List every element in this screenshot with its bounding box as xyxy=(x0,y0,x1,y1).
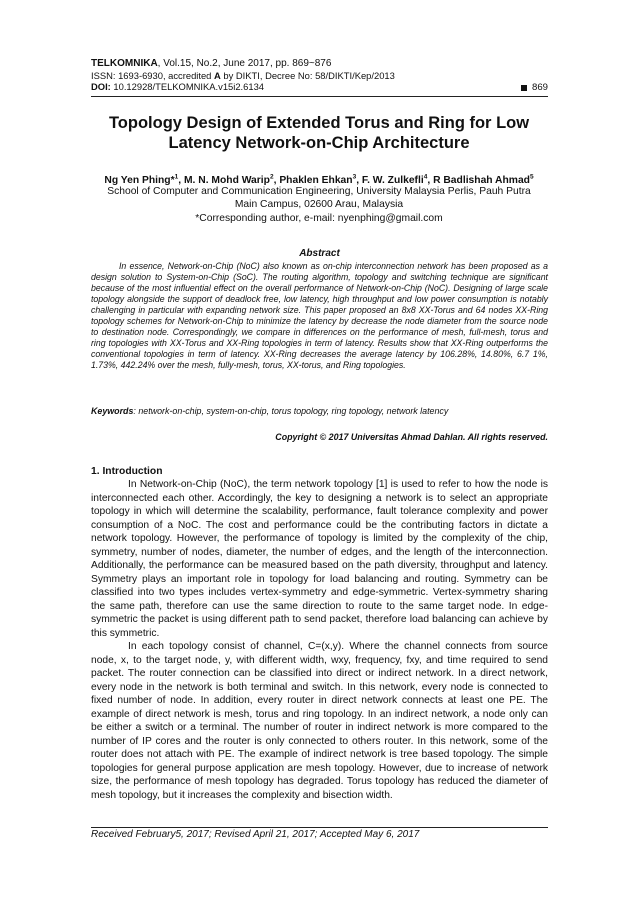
page-number xyxy=(521,82,548,93)
author-name: F. W. Zulkefli xyxy=(361,175,424,187)
issn: ISSN: 1693-6930 xyxy=(91,70,163,81)
journal-issue: , Vol.15, No.2, June 2017, pp. 869~876 xyxy=(157,58,332,69)
body-paragraph: In each topology consist of channel, C=(x,y). Where the channel connects from source node, x, to the target node, y, with different width, wxy, frequency, fxy, and time required to send packet. The router connection can be classified into direct or indirect network. In a direct network, every node in the network is both terminal and switch. In this network, every node is connected to fixed number of node. In addition, every router in direct network connects at least one PE. The example of direct network is mesh, torus and ring topology. In an indirect network, a node only can be either a switch or a terminal. The number of router in indirect network is more compared to the number of IP cores and the router is only connected to others router. In this network, some of the router does not attach with PE. The example of indirect network is tree based topology. The simple topologies for general purpose application are mesh topology. However, due to increase of network size, the performance of mesh topology has degraded. Torus topology has reduced the diameter of mesh topology, but it increases the complexity and bisection width. xyxy=(91,641,548,801)
issn-line xyxy=(91,70,548,81)
paper-title xyxy=(80,113,558,153)
paper-title-line-1: Topology Design of Extended Torus and Ring for Low xyxy=(108,114,530,132)
author-name: R Badlishah Ahmad xyxy=(433,175,530,187)
author-affiliation-mark: 5 xyxy=(529,174,534,181)
author-name: Ng Yen Phing* xyxy=(104,175,175,187)
abstract-heading: Abstract xyxy=(299,248,340,259)
author-affiliation-mark: 4 xyxy=(423,174,428,181)
keywords xyxy=(91,406,548,417)
page-number-text: 869 xyxy=(531,82,548,93)
footer-rule xyxy=(91,827,548,828)
doi-label: DOI: xyxy=(91,81,111,92)
accreditation-post: by DIKTI, Decree No: 58/DIKTI/Kep/2013 xyxy=(220,70,395,81)
section-body xyxy=(91,478,548,802)
journal-citation xyxy=(91,58,548,69)
author-name: M. N. Mohd Warip xyxy=(183,175,270,187)
keywords-list: : network-on-chip, system-on-chip, torus topology, ring topology, network latency xyxy=(133,406,449,416)
author-affiliation-mark: 3 xyxy=(352,174,357,181)
journal-name: TELKOMNIKA xyxy=(91,58,158,69)
corresponding-author: *Corresponding author, e-mail: nyenphing@gmail.com xyxy=(195,212,443,224)
author-separator: , xyxy=(356,175,362,187)
author-name: Phaklen Ehkan xyxy=(279,175,353,187)
author-affiliation-mark: 1 xyxy=(174,174,179,181)
copyright-notice: Copyright © 2017 Universitas Ahmad Dahlan. All rights reserved. xyxy=(275,432,548,442)
affiliation-line-1: School of Computer and Communication Engineering, University Malaysia Perlis, Pauh Putra xyxy=(107,186,531,197)
affiliation-line-2: Main Campus, 02600 Arau, Malaysia xyxy=(234,199,404,211)
received-dates: Received February5, 2017; Revised April 21, 2017; Accepted May 6, 2017 xyxy=(91,829,420,840)
abstract-text: In essence, Network-on-Chip (NoC) also known as on-chip interconnection network has been proposed as a design solution to System-on-Chip (SoC). The routing algorithm, topology and switching technique are significant because of the most influential effect on the overall performance of Network-on-Chip (NoC). Designing of large scale topology alongside the support of deadlock free, low latency, high throughput and low power consumption is notably challenging in particular with expanding network size. This paper proposed an 8x8 XX-Torus and 64 nodes XX-Ring topology schemes for Network-on-Chip to minimize the latency by decrease the node diameter from the source node to destination node. Correspondingly, we compare in differences on the performance of mesh, full-mesh, torus and ring topologies with XX-Torus and XX-Ring topologies in term of latency. Results show that XX-Ring outperforms the conventional topologies in term of latency. XX-Ring decreases the average latency by 106.28%, 14.80%, 6.7 1%, 1.73%, 442.24% over the mesh, fully-mesh, torus, XX-torus, and Ring topologies. xyxy=(91,261,548,370)
doi-line xyxy=(91,81,548,92)
author-separator: , xyxy=(178,175,184,187)
square-bullet-icon xyxy=(521,85,527,91)
author-separator: , xyxy=(273,175,280,187)
body-paragraph: In Network-on-Chip (NoC), the term network topology [1] is used to refer to how the node is interconnected each other. Accordingly, the key to designing a network is to select an appropriate topology in which will determine the scalability, performance, fault tolerance complexity and power consumption of a NoC. The cost and performance could be the contributing factors in dictate a network topology. However, the performance of topology is limited by the complexity of the chip, symmetry, number of nodes, diameter, the number of edges, and the length of the interconnection. Additionally, the performance can be measured based on the path diversity, throughput and latency. Symmetry plays an important role in topology for load balancing and routing. Symmetry can be classified into two types includes vertex-symmetry and edge-symmetric. Vertex-symmetry sharing the same path, therefore can use the same direction to route to the same target node. In edge-symmetric the packet is using different path to send packet, therefore load balancing can achieve by this symmetric. xyxy=(91,479,548,639)
accreditation-pre: , accredited xyxy=(162,70,215,81)
author-affiliation-mark: 2 xyxy=(269,174,274,181)
keywords-label: Keywords xyxy=(91,406,134,416)
accreditation-grade: A xyxy=(214,70,221,81)
author-separator: , xyxy=(427,175,434,187)
section-heading: 1. Introduction xyxy=(91,466,163,477)
paper-title-line-2: Latency Network-on-Chip Architecture xyxy=(168,134,470,152)
affiliation-block xyxy=(80,185,558,225)
header-rule xyxy=(91,96,548,97)
doi-value: 10.12928/TELKOMNIKA.v15i2.6134 xyxy=(110,81,265,92)
